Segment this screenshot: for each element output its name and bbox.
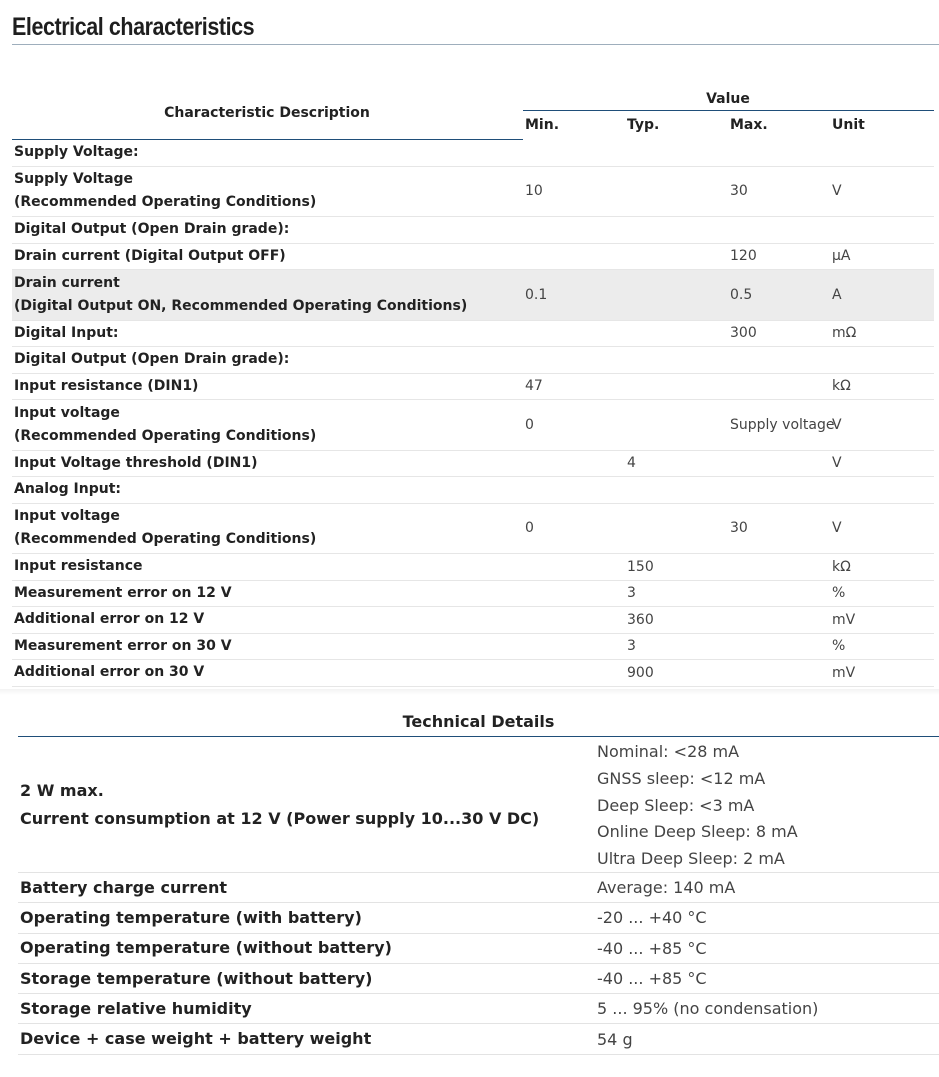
- table-row: [18, 737, 939, 873]
- header-value: Value: [706, 91, 750, 107]
- row-description: Input Voltage threshold (DIN1): [14, 454, 258, 471]
- electrical-characteristics-table: [12, 88, 934, 687]
- table-row: [12, 581, 934, 608]
- consumption-values: [597, 739, 798, 873]
- cell-unit: V: [832, 520, 842, 537]
- row-description: Analog Input:: [14, 481, 122, 498]
- cell-typ: 3: [627, 585, 636, 602]
- row-label: Device + case weight + battery weight: [20, 1029, 372, 1049]
- header-description: Characteristic Description: [164, 105, 370, 121]
- header-unit: Unit: [832, 117, 865, 133]
- technical-details-title: Technical Details: [18, 708, 939, 737]
- consumption-value: Nominal: <28 mA: [597, 742, 740, 761]
- consumption-value: Deep Sleep: <3 mA: [597, 795, 755, 815]
- row-value: -40 ... +85 °C: [597, 938, 707, 958]
- row-value: Average: 140 mA: [597, 878, 736, 898]
- table-row: [12, 554, 934, 581]
- value-divider: [523, 110, 934, 111]
- table-row: [18, 994, 939, 1024]
- row-description: Drain current (Digital Output ON, Recommended Operating Conditions): [14, 274, 468, 314]
- cell-unit: %: [832, 585, 846, 602]
- row-description: Measurement error on 12 V: [14, 584, 232, 601]
- row-label: Operating temperature (without battery): [20, 938, 392, 958]
- cell-unit: V: [832, 455, 842, 472]
- table-row: [18, 934, 939, 964]
- row-description: Digital Output (Open Drain grade):: [14, 221, 290, 238]
- table-row: [18, 964, 939, 994]
- cell-typ: 3: [627, 638, 636, 655]
- row-value: -20 ... +40 °C: [597, 908, 707, 928]
- cell-typ: 4: [627, 455, 636, 472]
- table-row: [12, 347, 934, 374]
- cell-unit: V: [832, 416, 842, 433]
- table-row: [12, 451, 934, 478]
- table-row: [12, 477, 934, 504]
- row-description: Additional error on 30 V: [14, 664, 205, 681]
- cell-unit: μA: [832, 248, 851, 265]
- cell-unit: %: [832, 638, 846, 655]
- cell-min: 0: [525, 520, 534, 537]
- row-label: Storage relative humidity: [20, 998, 252, 1018]
- cell-min: 0: [525, 416, 534, 433]
- consumption-value: Ultra Deep Sleep: 2 mA: [597, 849, 785, 869]
- row-value: 5 ... 95% (no condensation): [597, 999, 819, 1019]
- cell-unit: mV: [832, 664, 856, 681]
- cell-max: 300: [730, 325, 757, 342]
- row-description: Additional error on 12 V: [14, 611, 205, 628]
- cell-unit: kΩ: [832, 558, 851, 575]
- table-row: [12, 167, 934, 218]
- consumption-value: Online Deep Sleep: 8 mA: [597, 822, 798, 842]
- cell-unit: V: [832, 183, 842, 200]
- cell-max: 0.5: [730, 286, 753, 303]
- cell-typ: 360: [627, 611, 654, 628]
- table-header: [12, 88, 934, 140]
- row-label: Operating temperature (with battery): [20, 907, 362, 927]
- table-row: [12, 634, 934, 661]
- row-description: Drain current (Digital Output OFF): [14, 247, 286, 264]
- table-row: [18, 1024, 939, 1054]
- cell-max: 30: [730, 520, 748, 537]
- table-bottom-shadow: [0, 689, 939, 695]
- cell-min: 0.1: [525, 286, 548, 303]
- row-label: Storage temperature (without battery): [20, 968, 373, 988]
- consumption-value: GNSS sleep: <12 mA: [597, 768, 766, 788]
- cell-min: 47: [525, 378, 543, 395]
- cell-unit: mΩ: [832, 325, 857, 342]
- row-description: Input voltage (Recommended Operating Conditions): [14, 508, 317, 548]
- row-description: Digital Output (Open Drain grade):: [14, 351, 290, 368]
- row-value: 54 g: [597, 1029, 633, 1049]
- table-row-highlighted: [12, 270, 934, 321]
- cell-max: 120: [730, 248, 757, 265]
- table-row: [12, 504, 934, 555]
- cell-unit: kΩ: [832, 378, 851, 395]
- row-label: 2 W max. Current consumption at 12 V (Power supply 10...30 V DC): [20, 780, 540, 828]
- table-row: [12, 244, 934, 271]
- table-row: [12, 607, 934, 634]
- header-max: Max.: [730, 117, 768, 133]
- cell-max: Supply voltage: [730, 416, 835, 433]
- cell-unit: mV: [832, 611, 856, 628]
- table-row: [12, 217, 934, 244]
- row-description: Supply Voltage (Recommended Operating Conditions): [14, 171, 317, 211]
- header-min: Min.: [525, 117, 560, 133]
- table-row: [12, 374, 934, 401]
- table-row: [12, 660, 934, 687]
- page-title: Electrical characteristics: [12, 13, 255, 41]
- cell-typ: 900: [627, 664, 654, 681]
- table-row: [18, 903, 939, 933]
- cell-max: 30: [730, 183, 748, 200]
- cell-unit: A: [832, 286, 842, 303]
- header-typ: Typ.: [627, 117, 660, 133]
- row-description: Input resistance (DIN1): [14, 377, 199, 394]
- cell-min: 10: [525, 183, 543, 200]
- row-value: -40 ... +85 °C: [597, 969, 707, 989]
- row-description: Input resistance: [14, 558, 143, 575]
- table-row: [18, 873, 939, 903]
- title-divider: [12, 44, 939, 45]
- row-description: Measurement error on 30 V: [14, 637, 232, 654]
- technical-details-table: [18, 708, 939, 1055]
- row-description: Digital Input:: [14, 324, 119, 341]
- row-description: Input voltage (Recommended Operating Conditions): [14, 404, 317, 444]
- cell-typ: 150: [627, 558, 654, 575]
- row-label: Battery charge current: [20, 877, 228, 897]
- table-row: [12, 321, 934, 348]
- table-row: [12, 400, 934, 451]
- table-row: [12, 140, 934, 167]
- row-description: Supply Voltage:: [14, 144, 139, 161]
